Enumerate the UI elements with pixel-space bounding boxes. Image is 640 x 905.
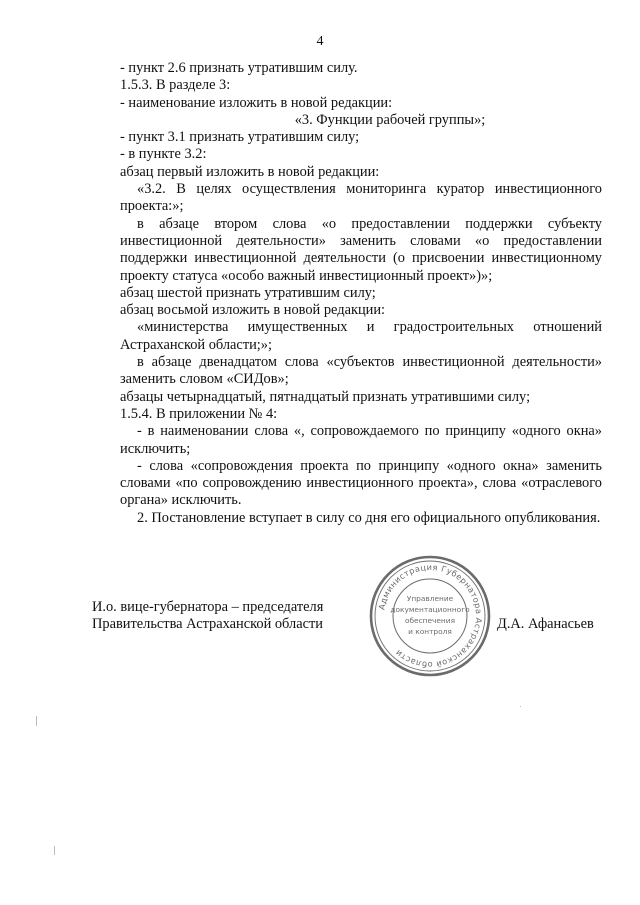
- text-paragraph: «3.2. В целях осуществления мониторинга куратор инвестиционного проекта:»;: [120, 181, 602, 215]
- text-line: - в пункте 3.2:: [120, 146, 207, 163]
- scan-artifact: [54, 846, 55, 855]
- scan-artifact: [520, 706, 521, 707]
- text-paragraph: «министерства имущественных и градостроительных отношений Астраханской области;»;: [120, 319, 602, 353]
- seal-center-text: Управление: [406, 594, 454, 603]
- page-number: 4: [316, 34, 324, 49]
- text-paragraph: 2. Постановление вступает в силу со дня его официального опубликования.: [137, 509, 601, 526]
- text-paragraph: в абзаце двенадцатом слова «субъектов инвестиционной деятельности» заменить словом «СИДов»;: [120, 354, 602, 388]
- official-seal: [368, 554, 492, 678]
- seal-ring-text: Администрация Губернатора Астраханской области: [376, 561, 485, 671]
- text-line: - пункт 3.1 признать утратившим силу;: [120, 129, 360, 146]
- seal-center-text: и контроля: [408, 627, 452, 636]
- signatory-name: Д.А. Афанасьев: [497, 616, 594, 632]
- section-heading: 1.5.4. В приложении № 4:: [120, 405, 278, 422]
- quoted-heading: «3. Функции рабочей группы»;: [294, 111, 486, 128]
- text-line: - наименование изложить в новой редакции:: [120, 94, 393, 111]
- signatory-position: [92, 599, 323, 634]
- seal-center-text: обеспечения: [404, 616, 456, 625]
- scan-artifact: [36, 716, 37, 726]
- text-paragraph: в абзаце втором слова «о предоставлении поддержки субъекту инвестиционной деятельности» заменить словами «о предоставлении поддержки инвестиционной деятельности (о присвоении инвестиционному проекту статуса «особо важный инвестиционный проект»)»;: [120, 215, 602, 284]
- document-body: [120, 60, 602, 527]
- text-line: абзац первый изложить в новой редакции:: [120, 163, 380, 180]
- text-paragraph: - слова «сопровождения проекта по принципу «одного окна» заменить словами «по сопровождению инвестиционного проекта», слова «отраслевого органа» исключить.: [120, 457, 602, 509]
- text-line: абзац восьмой изложить в новой редакции:: [120, 302, 386, 319]
- text-line: абзац шестой признать утратившим силу;: [120, 284, 376, 301]
- section-heading: 1.5.3. В разделе 3:: [120, 77, 231, 94]
- text-line: - пункт 2.6 признать утратившим силу.: [120, 60, 358, 76]
- position-line: И.о. вице-губернатора – председателя: [92, 599, 324, 615]
- seal-center-text: документационного: [390, 605, 470, 614]
- text-line: абзацы четырнадцатый, пятнадцатый признать утратившими силу;: [120, 388, 531, 405]
- position-line: Правительства Астраханской области: [92, 616, 323, 633]
- text-paragraph: - в наименовании слова «, сопровождаемого по принципу «одного окна» исключить;: [120, 423, 602, 457]
